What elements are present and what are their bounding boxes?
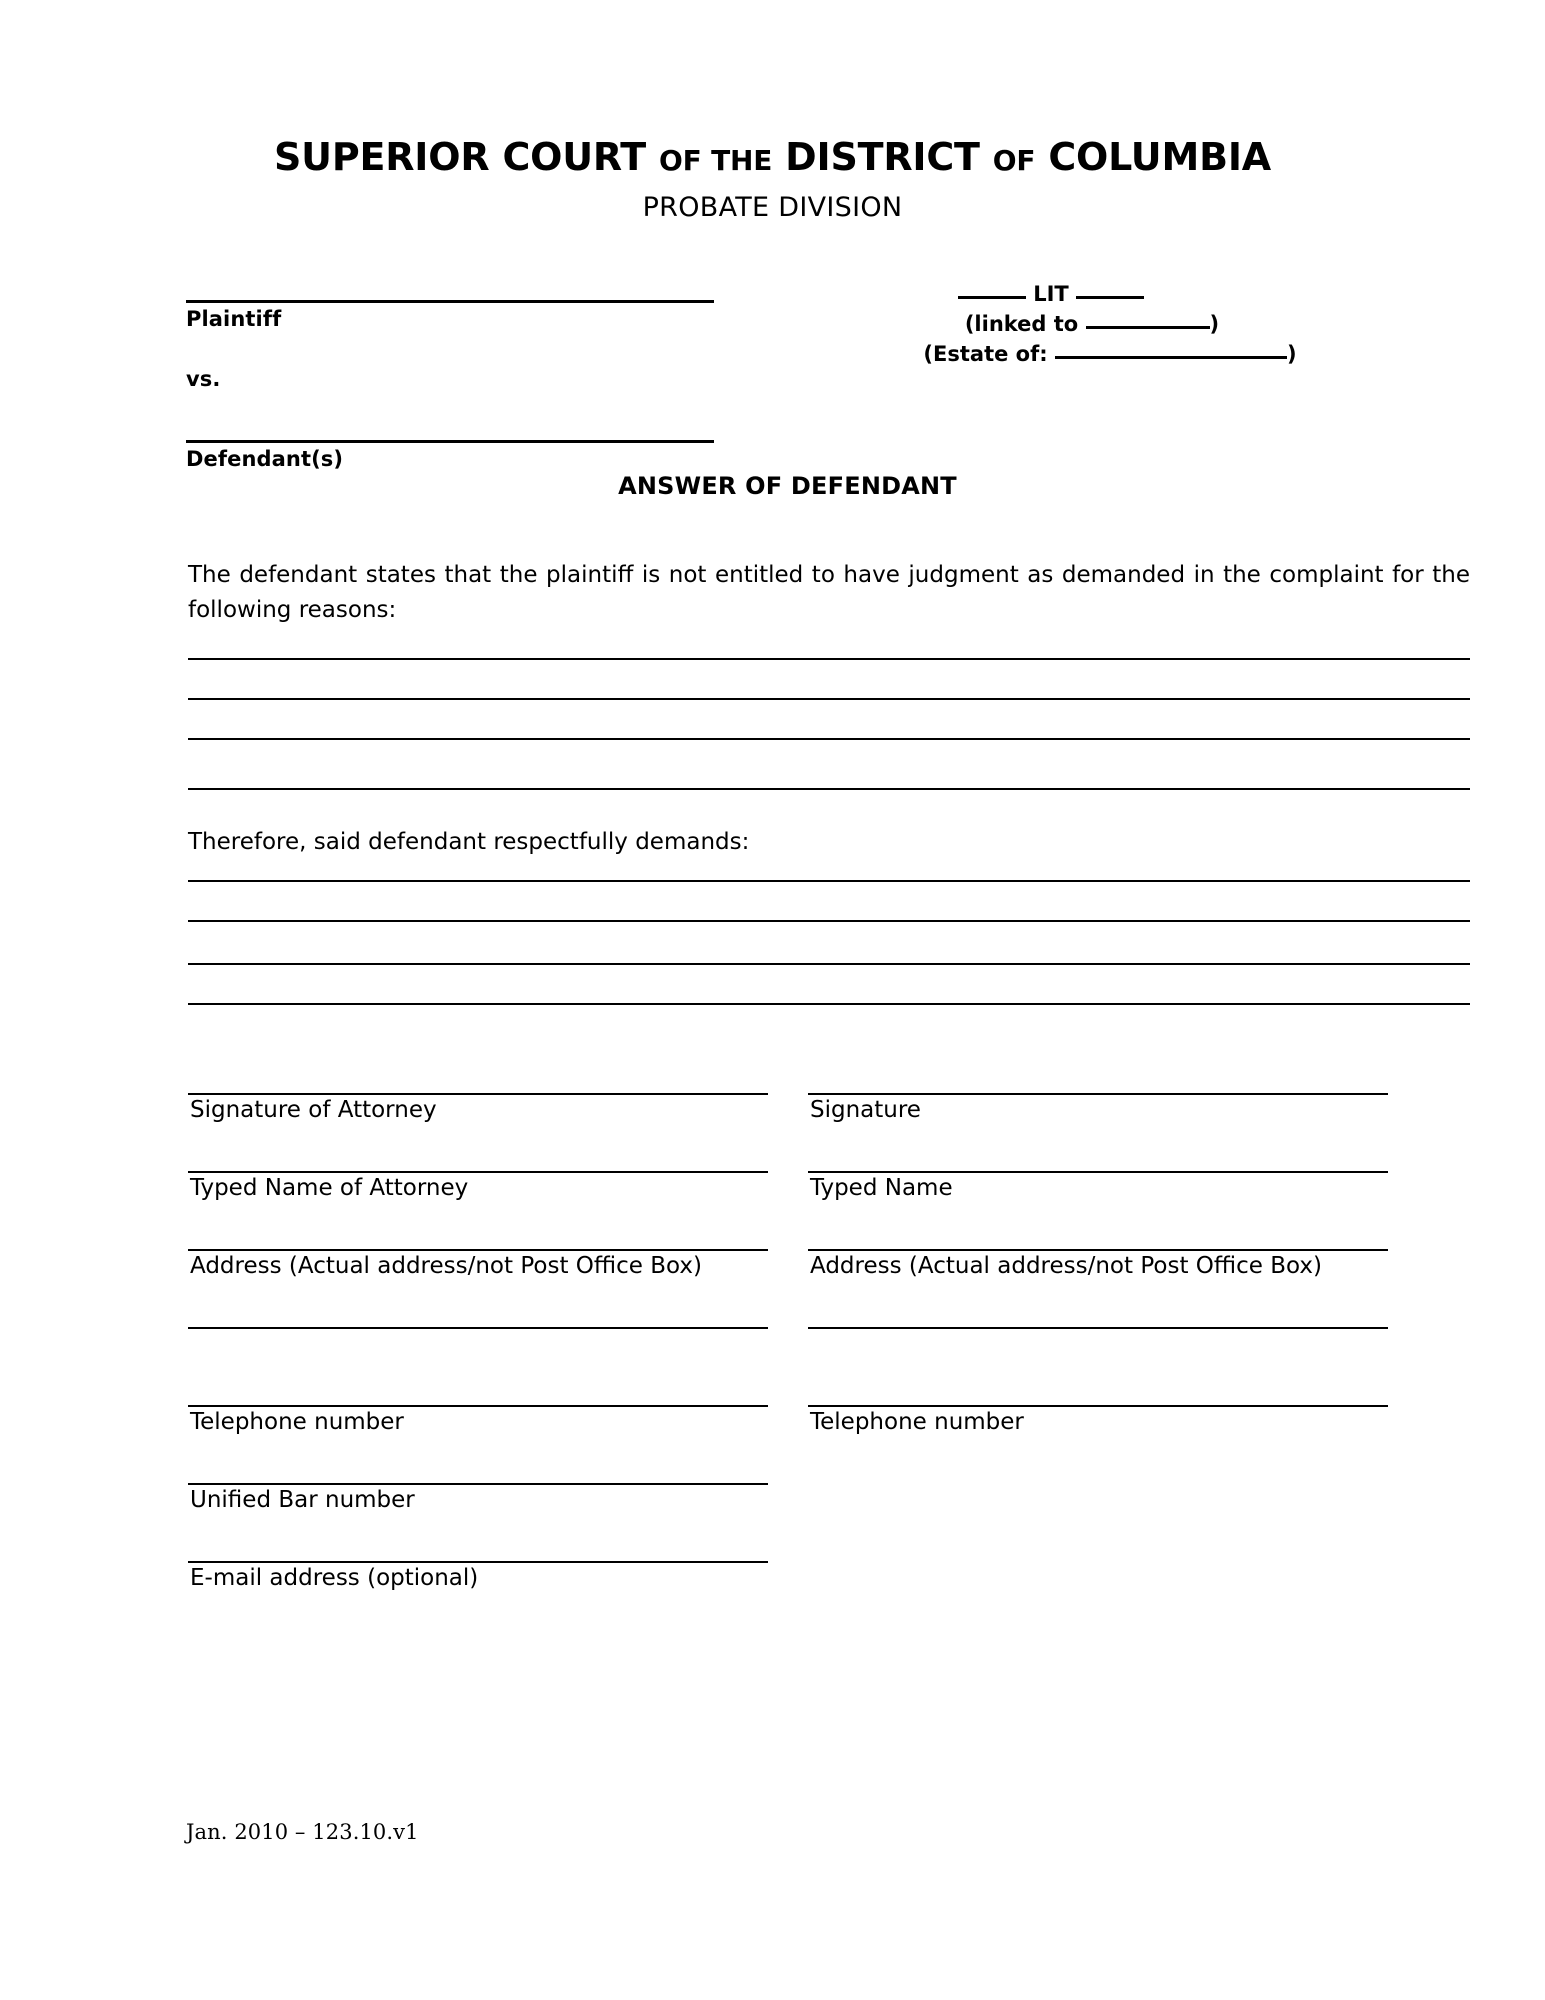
demands-write-line[interactable] [188,1003,1470,1005]
party-address-line[interactable] [808,1249,1388,1251]
case-caption [0,280,1545,480]
attorney-email-line[interactable] [188,1561,768,1563]
court-name-segment-of-the: OF THE [659,144,773,177]
defendant-name-rule[interactable] [186,440,714,443]
reasons-write-line[interactable] [188,698,1470,700]
versus-label: vs. [186,367,221,391]
demands-write-line[interactable] [188,920,1470,922]
party-signature-field [808,1075,1388,1153]
case-number-block [760,280,1460,369]
demands-paragraph: Therefore, said defendant respectfully demands: [188,829,750,855]
lit-case-number-line [760,280,1460,310]
attorney-typed-name-label: Typed Name of Attorney [190,1175,469,1201]
party-typed-name-label: Typed Name [810,1175,953,1201]
court-name-heading [0,135,1545,179]
party-address-continuation-line[interactable] [808,1327,1388,1329]
attorney-signature-field [188,1075,768,1153]
plaintiff-name-rule[interactable] [186,300,714,303]
attorney-bar-number-line[interactable] [188,1483,768,1485]
attorney-address-field [188,1231,768,1309]
party-signature-column [808,1075,1388,1465]
party-address-label: Address (Actual address/not Post Office Box) [810,1253,1322,1279]
attorney-telephone-label: Telephone number [190,1409,404,1435]
estate-of-label: (Estate of: [923,341,1048,366]
lit-prefix-field[interactable] [958,296,1026,299]
attorney-address-line[interactable] [188,1249,768,1251]
attorney-bar-number-label: Unified Bar number [190,1487,415,1513]
party-address-continuation-field [808,1309,1388,1387]
linked-to-label: (linked to [964,311,1079,336]
linked-case-field[interactable] [1086,326,1210,329]
attorney-typed-name-line[interactable] [188,1171,768,1173]
estate-of-close-paren: ) [1286,341,1297,366]
linked-to-close-paren: ) [1209,311,1220,336]
demands-write-line[interactable] [188,880,1470,882]
lit-label: LIT [1033,282,1069,306]
party-signature-label: Signature [810,1097,921,1123]
document-title: ANSWER OF DEFENDANT [618,472,957,500]
party-typed-name-field [808,1153,1388,1231]
attorney-address-continuation-line[interactable] [188,1327,768,1329]
form-revision-footer: Jan. 2010 – 123.10.v1 [186,1820,419,1844]
reasons-write-line[interactable] [188,738,1470,740]
attorney-bar-number-field [188,1465,768,1543]
attorney-telephone-line[interactable] [188,1405,768,1407]
estate-of-line [760,340,1460,370]
attorney-signature-line[interactable] [188,1093,768,1095]
attorney-email-field [188,1543,768,1621]
lit-suffix-field[interactable] [1076,296,1144,299]
attorney-email-label: E-mail address (optional) [190,1565,479,1591]
attorney-signature-label: Signature of Attorney [190,1097,437,1123]
demands-write-line[interactable] [188,963,1470,965]
estate-name-field[interactable] [1055,356,1287,359]
attorney-telephone-field [188,1387,768,1465]
party-telephone-field [808,1387,1388,1465]
linked-case-line [760,310,1460,340]
party-address-field [808,1231,1388,1309]
court-name-segment-3: COLUMBIA [1035,135,1271,179]
court-name-segment-1: SUPERIOR COURT [274,135,659,179]
reasons-write-line[interactable] [188,788,1470,790]
attorney-typed-name-field [188,1153,768,1231]
party-telephone-line[interactable] [808,1405,1388,1407]
reasons-paragraph: The defendant states that the plaintiff is not entitled to have judgment as demanded in the complaint for the following reasons: [188,562,1470,623]
reasons-write-line[interactable] [188,658,1470,660]
attorney-address-continuation-field [188,1309,768,1387]
attorney-address-label: Address (Actual address/not Post Office Box) [190,1253,702,1279]
plaintiff-label: Plaintiff [186,307,282,331]
defendant-label: Defendant(s) [186,447,344,471]
party-signature-line[interactable] [808,1093,1388,1095]
court-name-segment-of: OF [992,144,1036,177]
party-telephone-label: Telephone number [810,1409,1024,1435]
court-name-segment-2: DISTRICT [772,135,993,179]
party-typed-name-line[interactable] [808,1171,1388,1173]
division-heading: PROBATE DIVISION [642,192,903,223]
attorney-signature-column [188,1075,768,1621]
